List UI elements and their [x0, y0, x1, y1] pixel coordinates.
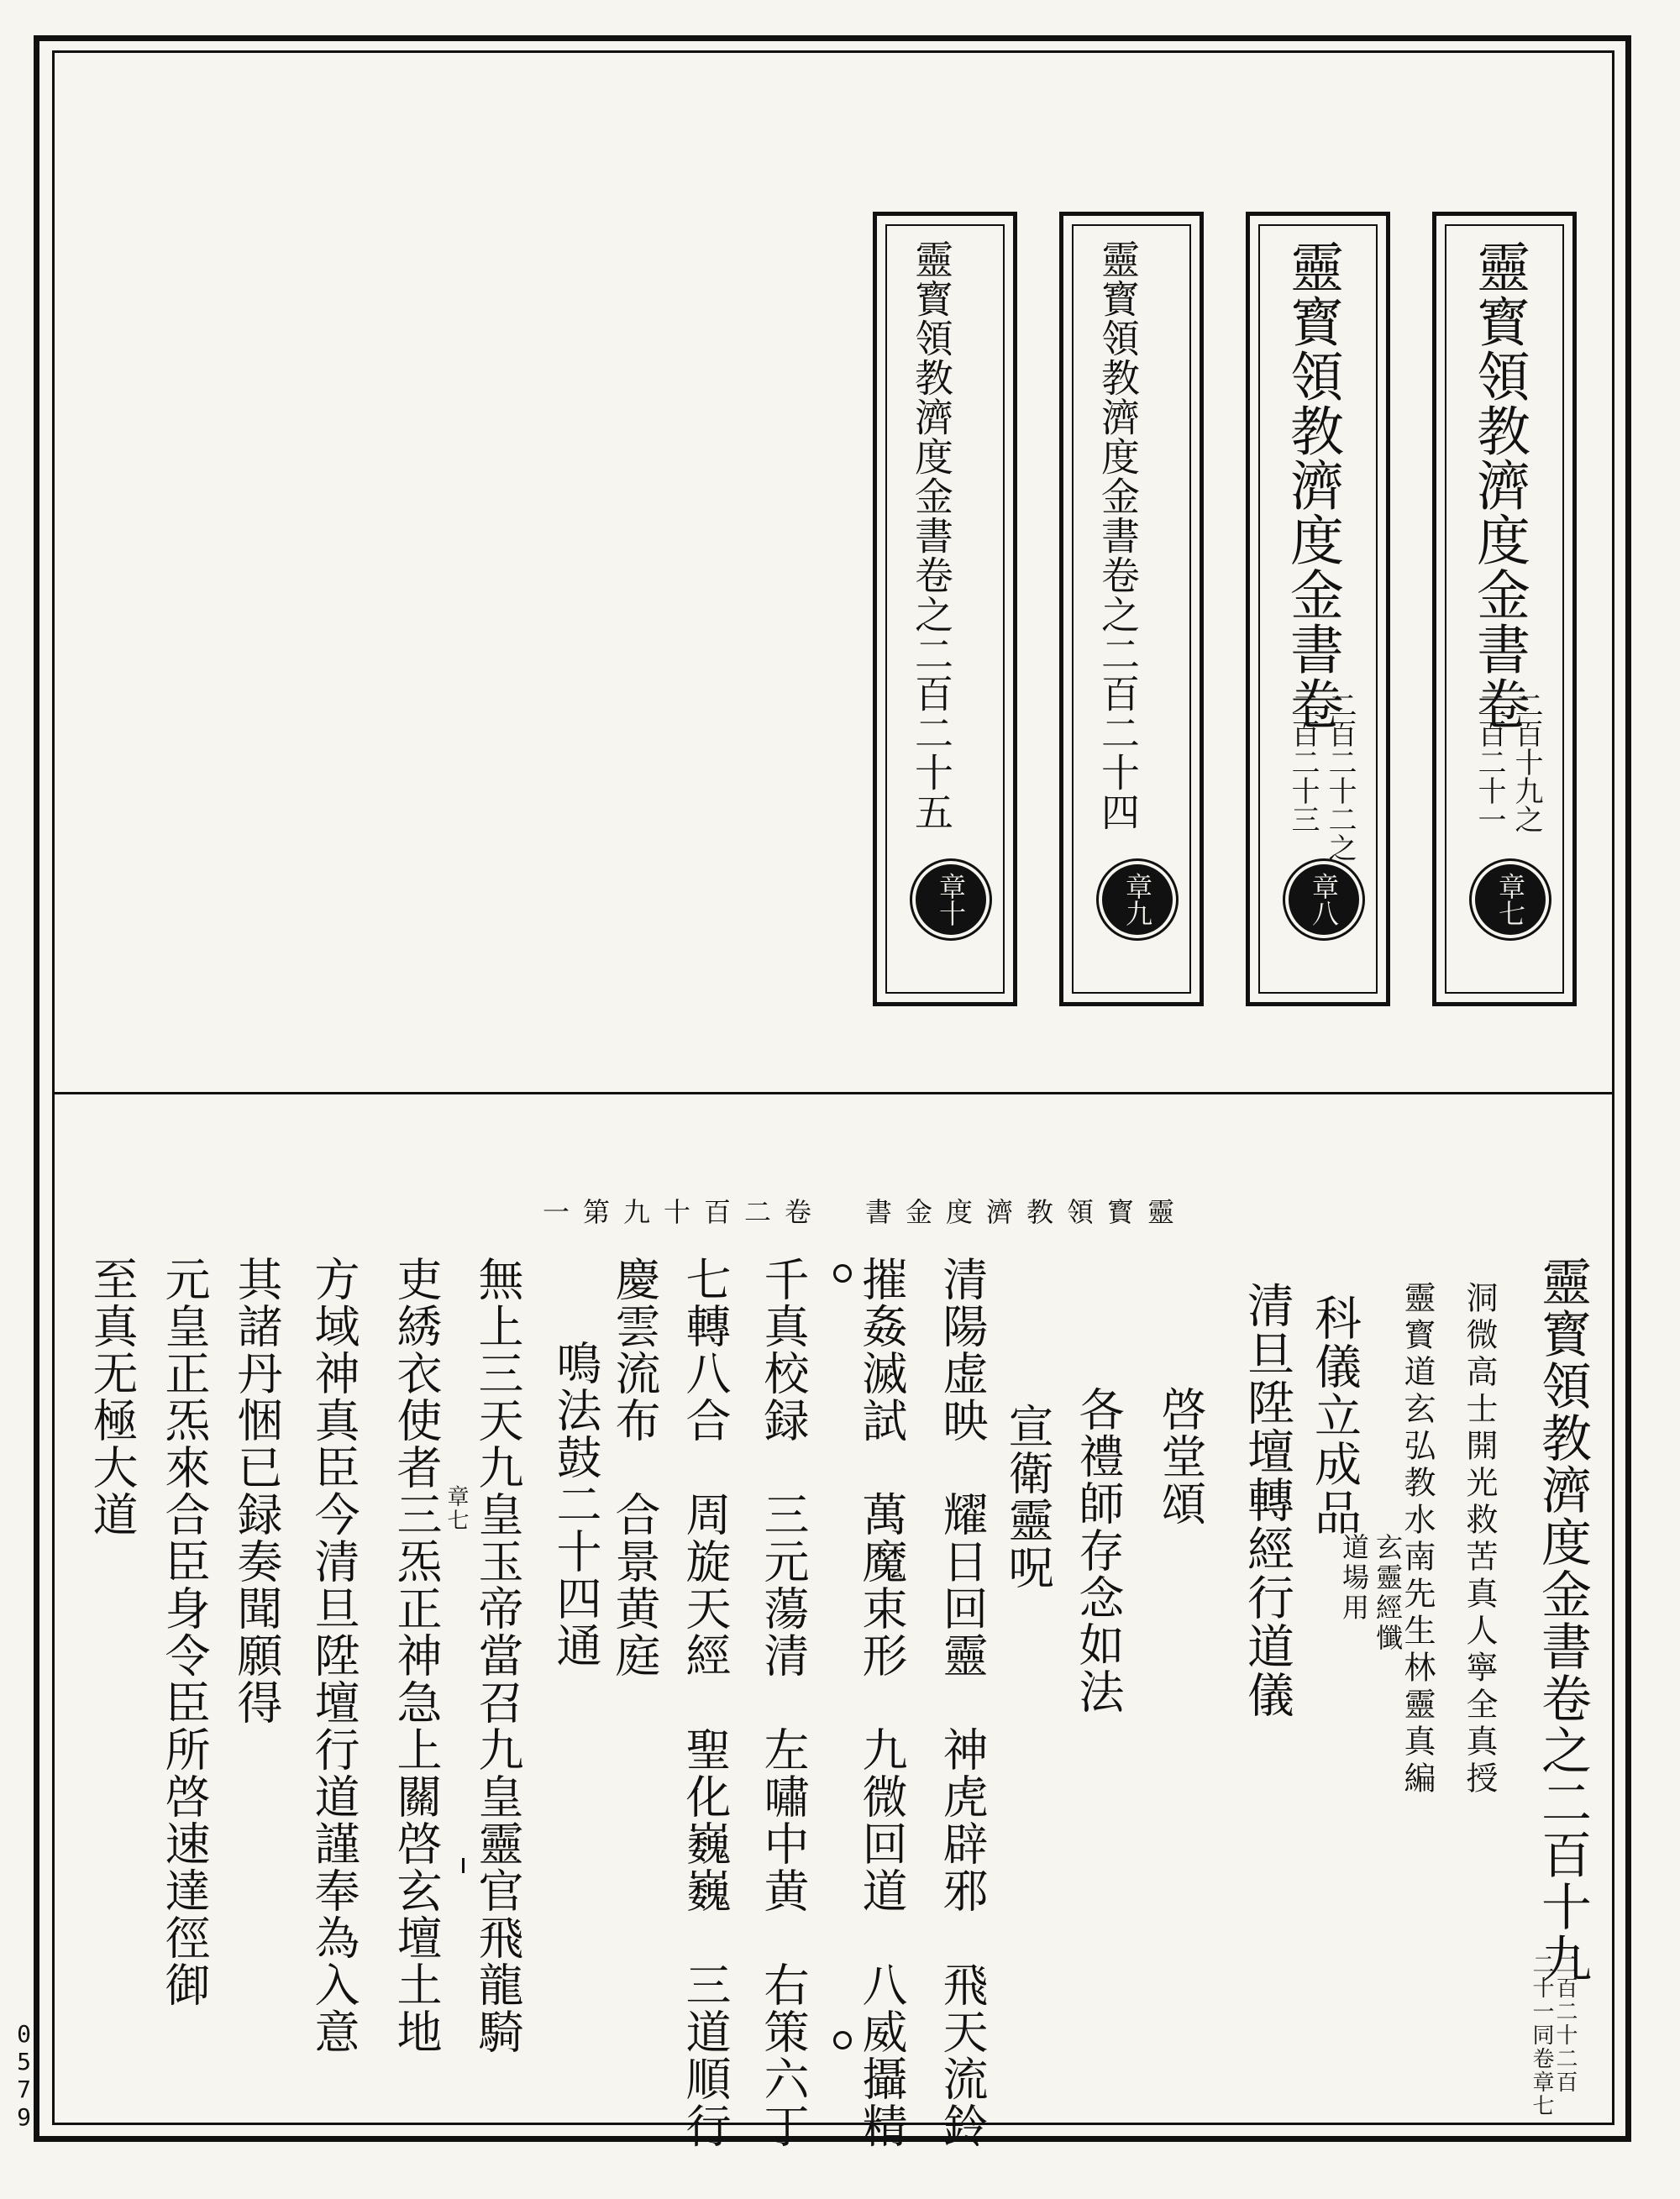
page-number: 0579: [10, 2020, 38, 2131]
credit-line: 靈寳道玄弘教水南先生林靈真編: [1399, 1281, 1436, 1798]
section-title: 清旦陞壇轉經行道儀: [1240, 1281, 1294, 1719]
credit-line: 洞微高士開光救苦真人寧全真授: [1461, 1281, 1498, 1798]
circle-mark: [833, 1264, 852, 1283]
verse-line: 七轉八合 周旋天經 聖化巍巍 三道順行: [679, 1256, 732, 2149]
slip-title: 靈寳領教濟度金書卷之二百二十四: [1095, 239, 1141, 832]
slip-volume: 二百二十二之: [1323, 690, 1357, 862]
title-slip-2: [1246, 212, 1390, 1006]
chapter-badge: 章七: [1472, 861, 1549, 938]
sub-title-note: 道場用: [1338, 1533, 1370, 1624]
slip-title: 靈寳領教濟度金書卷之二百二十五: [909, 239, 954, 832]
title-slip-4: [873, 212, 1017, 1006]
inline-note: 章七: [444, 1485, 469, 1532]
rubric: 鳴法鼓二十四通: [549, 1340, 602, 1669]
chapter-badge: 章十: [912, 861, 990, 938]
slip-volume: 二百二十三: [1286, 690, 1320, 833]
verse-line: 摧姦滅試 萬魔束形 九微回道 八威攝精: [855, 1256, 908, 2149]
slip-volume: 二百十九之: [1509, 690, 1543, 833]
sub-title: 科儀立成品: [1307, 1294, 1362, 1537]
book-title: 靈寳領教濟度金書卷之二百十九: [1533, 1256, 1592, 1985]
slip-title: 靈寳領教濟度金書卷: [1467, 239, 1530, 731]
invocation-line: 吏綉衣使者三炁正神急上關啓玄壇土地: [390, 1256, 443, 2055]
verse-line: 千真校録 三元蕩清 左嘯中黄 右策六丁: [757, 1256, 810, 2149]
chapter-badge: 章九: [1099, 861, 1176, 938]
circle-mark: [833, 2031, 852, 2049]
sub-title-note: 玄靈經懺: [1372, 1533, 1404, 1654]
invocation-line: 無上三天九皇玉帝當召九皇靈官飛龍騎: [471, 1256, 524, 2055]
rubric: 啓堂頌: [1154, 1386, 1207, 1527]
title-slip-1: [1432, 212, 1577, 1006]
slip-title: 靈寳領教濟度金書卷: [1281, 239, 1343, 731]
tick-mark: [462, 1858, 465, 1873]
title-note: 二百二十二百: [1552, 1953, 1578, 2094]
verse-line: 慶雲流布 合景黄庭: [608, 1256, 661, 1679]
verse-line: 清陽虚映 耀日回靈 神虎辟邪 飛天流鈴: [936, 1256, 989, 2149]
running-header: 一第九十百二卷 書金度濟教領寳靈: [542, 1196, 1188, 1228]
invocation-line: 至真无極大道: [86, 1256, 139, 1538]
rubric: 各禮師存念如法: [1072, 1386, 1125, 1715]
title-slip-3: [1059, 212, 1204, 1006]
section-divider: [52, 1092, 1614, 1094]
invocation-line: 方域神真臣今清旦陞壇行道謹奉為入意: [307, 1256, 360, 2055]
rubric: 宣衛靈呪: [1001, 1403, 1054, 1591]
title-note: 二十一同卷章七: [1529, 1953, 1554, 2118]
invocation-line: 元皇正炁來合臣身令臣所啓速達徑御: [158, 1256, 211, 2008]
chapter-badge: 章八: [1285, 861, 1362, 938]
invocation-line: 其諸丹悃已録奏聞願得: [230, 1256, 283, 1726]
slip-volume: 二百二十一: [1473, 690, 1506, 833]
